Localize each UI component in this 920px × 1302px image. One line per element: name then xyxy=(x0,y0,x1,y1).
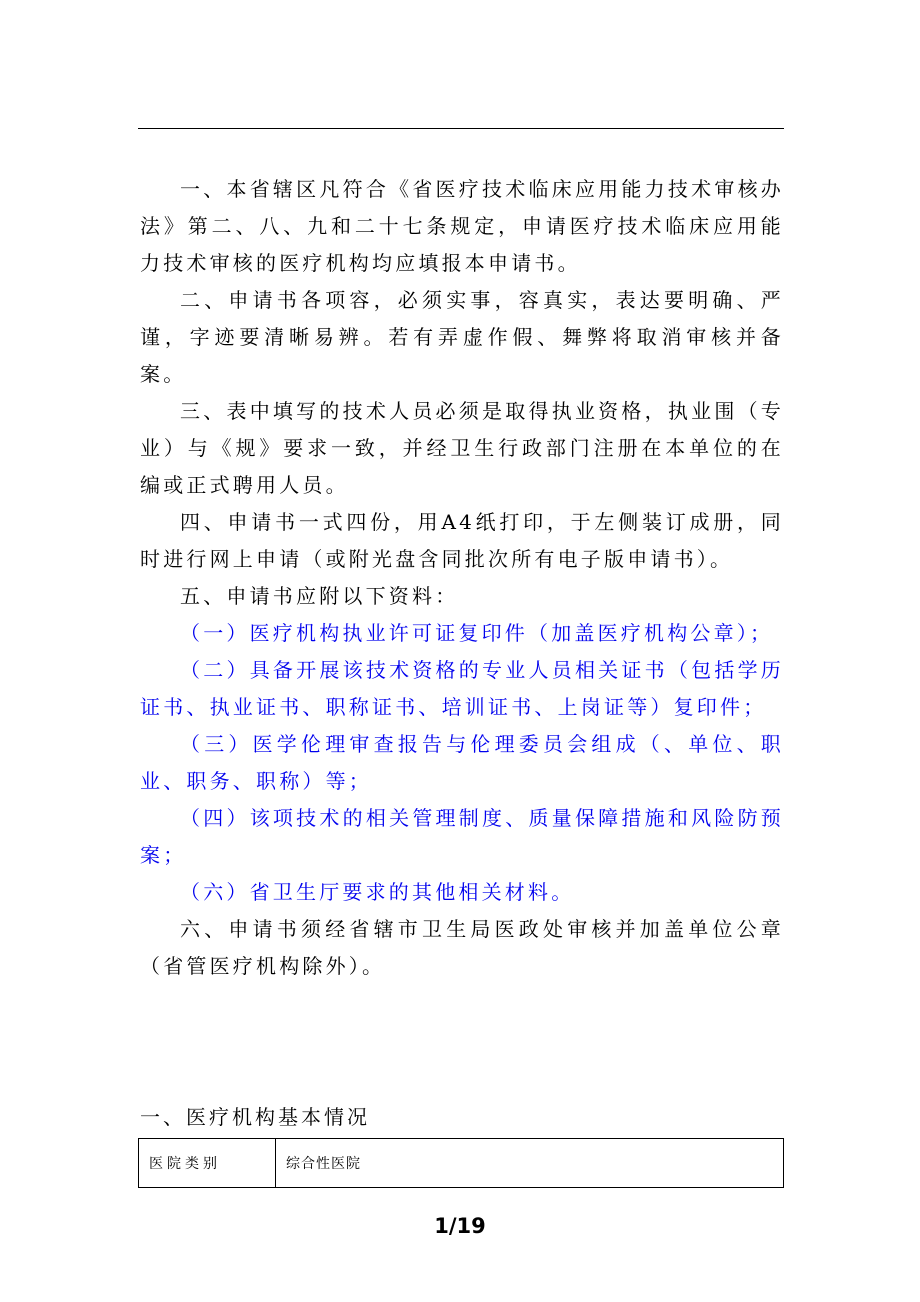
attachment-item-6: （六）省卫生厅要求的其他相关材料。 xyxy=(180,880,575,904)
hospital-category-value: 综合性医院 xyxy=(276,1139,784,1188)
instruction-paragraph-4: 四、申请书一式四份，用A4纸打印，于左侧装订成册，同时进行网上申请（或附光盘含同批次所有电子版申请书）。 xyxy=(140,510,784,571)
page-number: 1/19 xyxy=(434,1214,486,1238)
hospital-category-label: 医院类别 xyxy=(139,1139,276,1188)
instruction-paragraph-3: 三、表中填写的技术人员必须是取得执业资格，执业围（专业）与《规》要求一致，并经卫生行政部门注册在本单位的在编或正式聘用人员。 xyxy=(140,399,784,497)
instruction-paragraph-2: 二、申请书各项容，必须实事，容真实，表达要明确、严谨，字迹要清晰易辨。若有弄虚作假、舞弊将取消审核并备案。 xyxy=(140,288,784,386)
instruction-paragraph-5: 五、申请书应附以下资料： xyxy=(180,584,459,608)
final-note-paragraph: 六、申请书须经省辖市卫生局医政处审核并加盖单位公章（省管医疗机构除外）。 xyxy=(140,917,784,978)
basic-info-table xyxy=(138,1138,784,1188)
table-row xyxy=(139,1139,784,1188)
attachment-item-3: （三）医学伦理审查报告与伦理委员会组成（、单位、职业、职务、职称）等； xyxy=(140,732,784,793)
attachment-item-4: （四）该项技术的相关管理制度、质量保障措施和风险防预案； xyxy=(140,806,784,867)
section-heading: 一、医疗机构基本情况 xyxy=(140,1105,370,1129)
attachment-item-2: （二）具备开展该技术资格的专业人员相关证书（包括学历证书、执业证书、职称证书、培训证书、上岗证等）复印件； xyxy=(140,658,784,719)
instructions-body xyxy=(140,171,784,985)
instruction-paragraph-1: 一、本省辖区凡符合《省医疗技术临床应用能力技术审核办法》第二、八、九和二十七条规定，申请医疗技术临床应用能力技术审核的医疗机构均应填报本申请书。 xyxy=(140,177,784,275)
attachment-item-1: （一）医疗机构执业许可证复印件（加盖医疗机构公章）； xyxy=(180,621,774,645)
top-horizontal-rule xyxy=(138,128,784,129)
